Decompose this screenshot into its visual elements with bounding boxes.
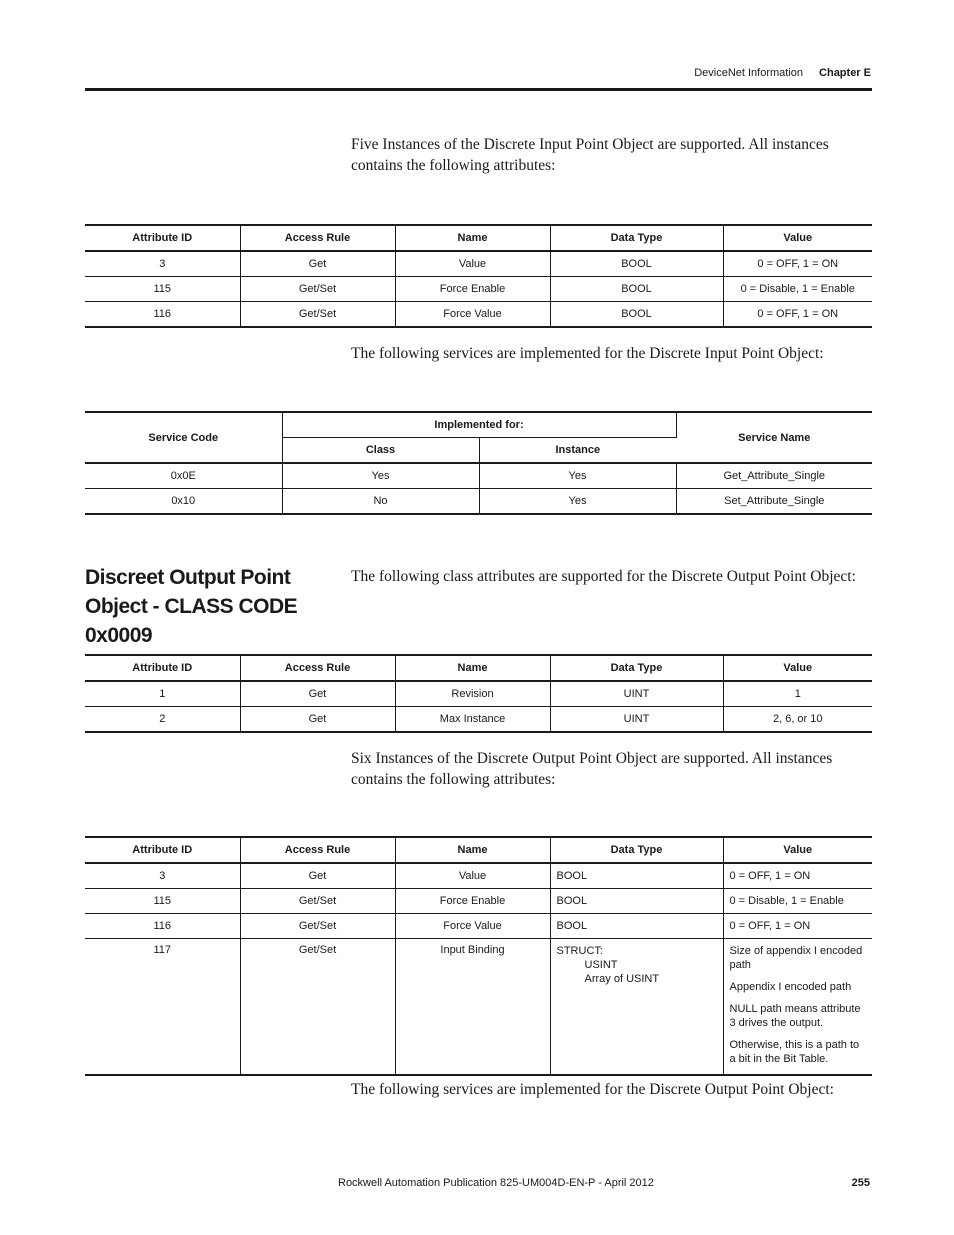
table-cell: 0 = OFF, 1 = ON — [723, 863, 872, 889]
table-row — [85, 939, 872, 1076]
publication-info: Rockwell Automation Publication 825-UM004D-EN-P - April 2012 — [338, 1177, 654, 1189]
table-cell: UINT — [550, 707, 723, 733]
table-cell: 1 — [85, 681, 240, 707]
table-cell: Get_Attribute_Single — [676, 463, 872, 489]
table-row — [85, 707, 872, 733]
table-cell: Force Enable — [395, 889, 550, 914]
table-row — [85, 251, 872, 277]
service-name-header: Service Name — [676, 412, 872, 463]
table-cell: 0 = OFF, 1 = ON — [723, 251, 872, 277]
value-line: Otherwise, this is a path to a bit in the Bit Table. — [729, 1039, 860, 1065]
table-cell: 0 = Disable, 1 = Enable — [723, 277, 872, 302]
column-header: Access Rule — [240, 837, 395, 863]
table-row — [85, 277, 872, 302]
table-cell: 3 — [85, 863, 240, 889]
implemented-for-header: Implemented for: — [282, 412, 676, 438]
struct-label: STRUCT: — [556, 945, 603, 957]
table-header-row — [85, 655, 872, 681]
header-chapter: Chapter E — [819, 67, 871, 79]
output-instance-attributes-table — [85, 836, 872, 1076]
table-cell: 115 — [85, 889, 240, 914]
column-header: Name — [395, 837, 550, 863]
table-header-row — [85, 225, 872, 251]
table-row — [85, 681, 872, 707]
table-cell: Get/Set — [240, 889, 395, 914]
value-cell — [723, 939, 872, 1076]
table-cell: 1 — [723, 681, 872, 707]
table-cell: 0 = OFF, 1 = ON — [723, 302, 872, 328]
column-header: Attribute ID — [85, 837, 240, 863]
table-cell: Yes — [282, 463, 479, 489]
table-cell: 0x10 — [85, 489, 282, 515]
value-line: NULL path means attribute 3 drives the output. — [729, 1003, 861, 1029]
table-row — [85, 302, 872, 328]
table-cell: Get — [240, 681, 395, 707]
column-header: Access Rule — [240, 225, 395, 251]
table-cell: BOOL — [550, 914, 723, 939]
table-cell: Max Instance — [395, 707, 550, 733]
table-cell: Revision — [395, 681, 550, 707]
table-cell: BOOL — [550, 302, 723, 328]
struct-member-array: Array of USINT — [584, 973, 660, 985]
column-header: Attribute ID — [85, 225, 240, 251]
table-cell: BOOL — [550, 277, 723, 302]
column-header: Value — [723, 655, 872, 681]
table-cell: Get — [240, 251, 395, 277]
column-header: Data Type — [550, 837, 723, 863]
table-cell: Get — [240, 707, 395, 733]
column-header: Name — [395, 655, 550, 681]
data-type-cell — [550, 939, 723, 1076]
services-input-paragraph: The following services are implemented for the Discrete Input Point Object: — [351, 345, 824, 362]
column-header: Data Type — [550, 655, 723, 681]
column-header: Data Type — [550, 225, 723, 251]
table-cell: Get/Set — [240, 277, 395, 302]
value-line: Size of appendix I encoded path — [729, 945, 863, 971]
table-cell: Set_Attribute_Single — [676, 489, 872, 515]
table-row — [85, 914, 872, 939]
table-row — [85, 489, 872, 515]
table-cell: Force Value — [395, 914, 550, 939]
table-cell: BOOL — [550, 251, 723, 277]
output-class-attributes-table — [85, 654, 872, 733]
table-cell: Get/Set — [240, 914, 395, 939]
column-header: Name — [395, 225, 550, 251]
six-instances-paragraph: Six Instances of the Discrete Output Point Object are supported. All instances contains the following attributes: — [351, 750, 833, 788]
table-cell: BOOL — [550, 889, 723, 914]
table-cell: 116 — [85, 302, 240, 328]
table-cell: 0x0E — [85, 463, 282, 489]
running-header — [694, 67, 871, 79]
instance-header: Instance — [479, 438, 676, 464]
table-cell: BOOL — [550, 863, 723, 889]
table-cell: Force Enable — [395, 277, 550, 302]
table-cell: Value — [395, 251, 550, 277]
table-cell: 2, 6, or 10 — [723, 707, 872, 733]
input-services-table — [85, 411, 872, 515]
table-row — [85, 863, 872, 889]
column-header: Access Rule — [240, 655, 395, 681]
table-cell: Force Value — [395, 302, 550, 328]
class-attributes-paragraph: The following class attributes are supported for the Discrete Output Point Object: — [351, 568, 856, 585]
table-cell: Input Binding — [395, 939, 550, 1076]
table-cell: 0 = OFF, 1 = ON — [723, 914, 872, 939]
table-cell: 3 — [85, 251, 240, 277]
class-header: Class — [282, 438, 479, 464]
table-cell: UINT — [550, 681, 723, 707]
struct-member-usint: USINT — [584, 959, 618, 971]
header-section-title: DeviceNet Information — [694, 67, 804, 79]
table-cell: 2 — [85, 707, 240, 733]
column-header: Attribute ID — [85, 655, 240, 681]
table-row — [85, 463, 872, 489]
table-header-row — [85, 837, 872, 863]
column-header: Value — [723, 225, 872, 251]
service-code-header: Service Code — [85, 412, 282, 463]
services-output-paragraph: The following services are implemented for the Discrete Output Point Object: — [351, 1081, 834, 1098]
table-cell: Get/Set — [240, 302, 395, 328]
column-header: Value — [723, 837, 872, 863]
table-row — [85, 889, 872, 914]
table-cell: Yes — [479, 489, 676, 515]
table-header-row — [85, 412, 872, 438]
table-cell: 115 — [85, 277, 240, 302]
intro-paragraph: Five Instances of the Discrete Input Point Object are supported. All instances contains the following attributes: — [351, 136, 829, 174]
header-rule — [85, 88, 872, 91]
table-cell: Get — [240, 863, 395, 889]
value-line: Appendix I encoded path — [729, 981, 852, 993]
table-cell: Yes — [479, 463, 676, 489]
table-cell: 117 — [85, 939, 240, 1076]
input-instance-attributes-table — [85, 224, 872, 328]
table-cell: 116 — [85, 914, 240, 939]
table-cell: No — [282, 489, 479, 515]
table-cell: Value — [395, 863, 550, 889]
table-cell: Get/Set — [240, 939, 395, 1076]
table-cell: 0 = Disable, 1 = Enable — [723, 889, 872, 914]
section-heading: Discreet Output Point Object - CLASS CODE 0x0009 — [85, 566, 298, 647]
page-number: 255 — [851, 1177, 870, 1189]
